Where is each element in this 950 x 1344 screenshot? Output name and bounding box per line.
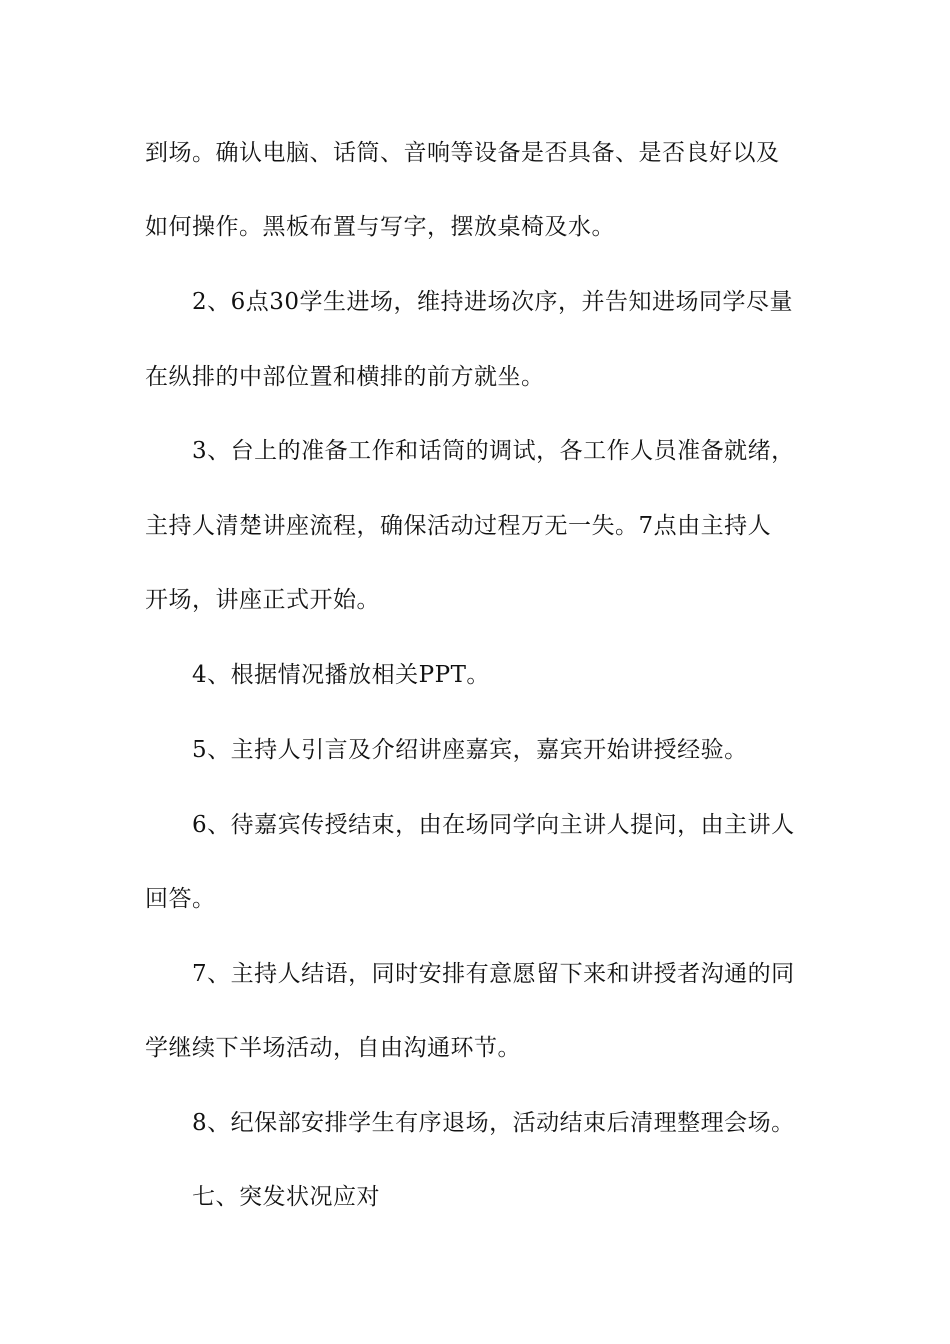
para-7-line-1: 7、主持人结语，同时安排有意愿留下来和讲授者沟通的同 bbox=[192, 961, 795, 987]
para-7-line-2: 学继续下半场活动，自由沟通环节。 bbox=[145, 1035, 521, 1061]
para-4-line-1: 4、根据情况播放相关PPT。 bbox=[192, 662, 490, 688]
para-6-line-2: 回答。 bbox=[145, 886, 216, 912]
para-3-line-2: 主持人清楚讲座流程，确保活动过程万无一失。7点由主持人 bbox=[145, 513, 772, 539]
para-8-line-1: 8、纪保部安排学生有序退场，活动结束后清理整理会场。 bbox=[192, 1110, 795, 1136]
para-1-line-2: 如何操作。黑板布置与写字，摆放桌椅及水。 bbox=[145, 214, 615, 240]
para-2-line-2: 在纵排的中部位置和横排的前方就坐。 bbox=[145, 364, 545, 390]
para-5-line-1: 5、主持人引言及介绍讲座嘉宾，嘉宾开始讲授经验。 bbox=[192, 737, 748, 763]
para-2-line-1: 2、6点30学生进场，维持进场次序，并告知进场同学尽量 bbox=[192, 289, 794, 315]
para-3-line-1: 3、台上的准备工作和话筒的调试，各工作人员准备就绪， bbox=[192, 438, 795, 464]
para-6-line-1: 6、待嘉宾传授结束，由在场同学向主讲人提问，由主讲人 bbox=[192, 812, 795, 838]
para-3-line-3: 开场，讲座正式开始。 bbox=[145, 587, 380, 613]
section-heading: 七、突发状况应对 bbox=[192, 1184, 380, 1210]
para-1-line-1: 到场。确认电脑、话筒、音响等设备是否具备、是否良好以及 bbox=[145, 140, 780, 166]
